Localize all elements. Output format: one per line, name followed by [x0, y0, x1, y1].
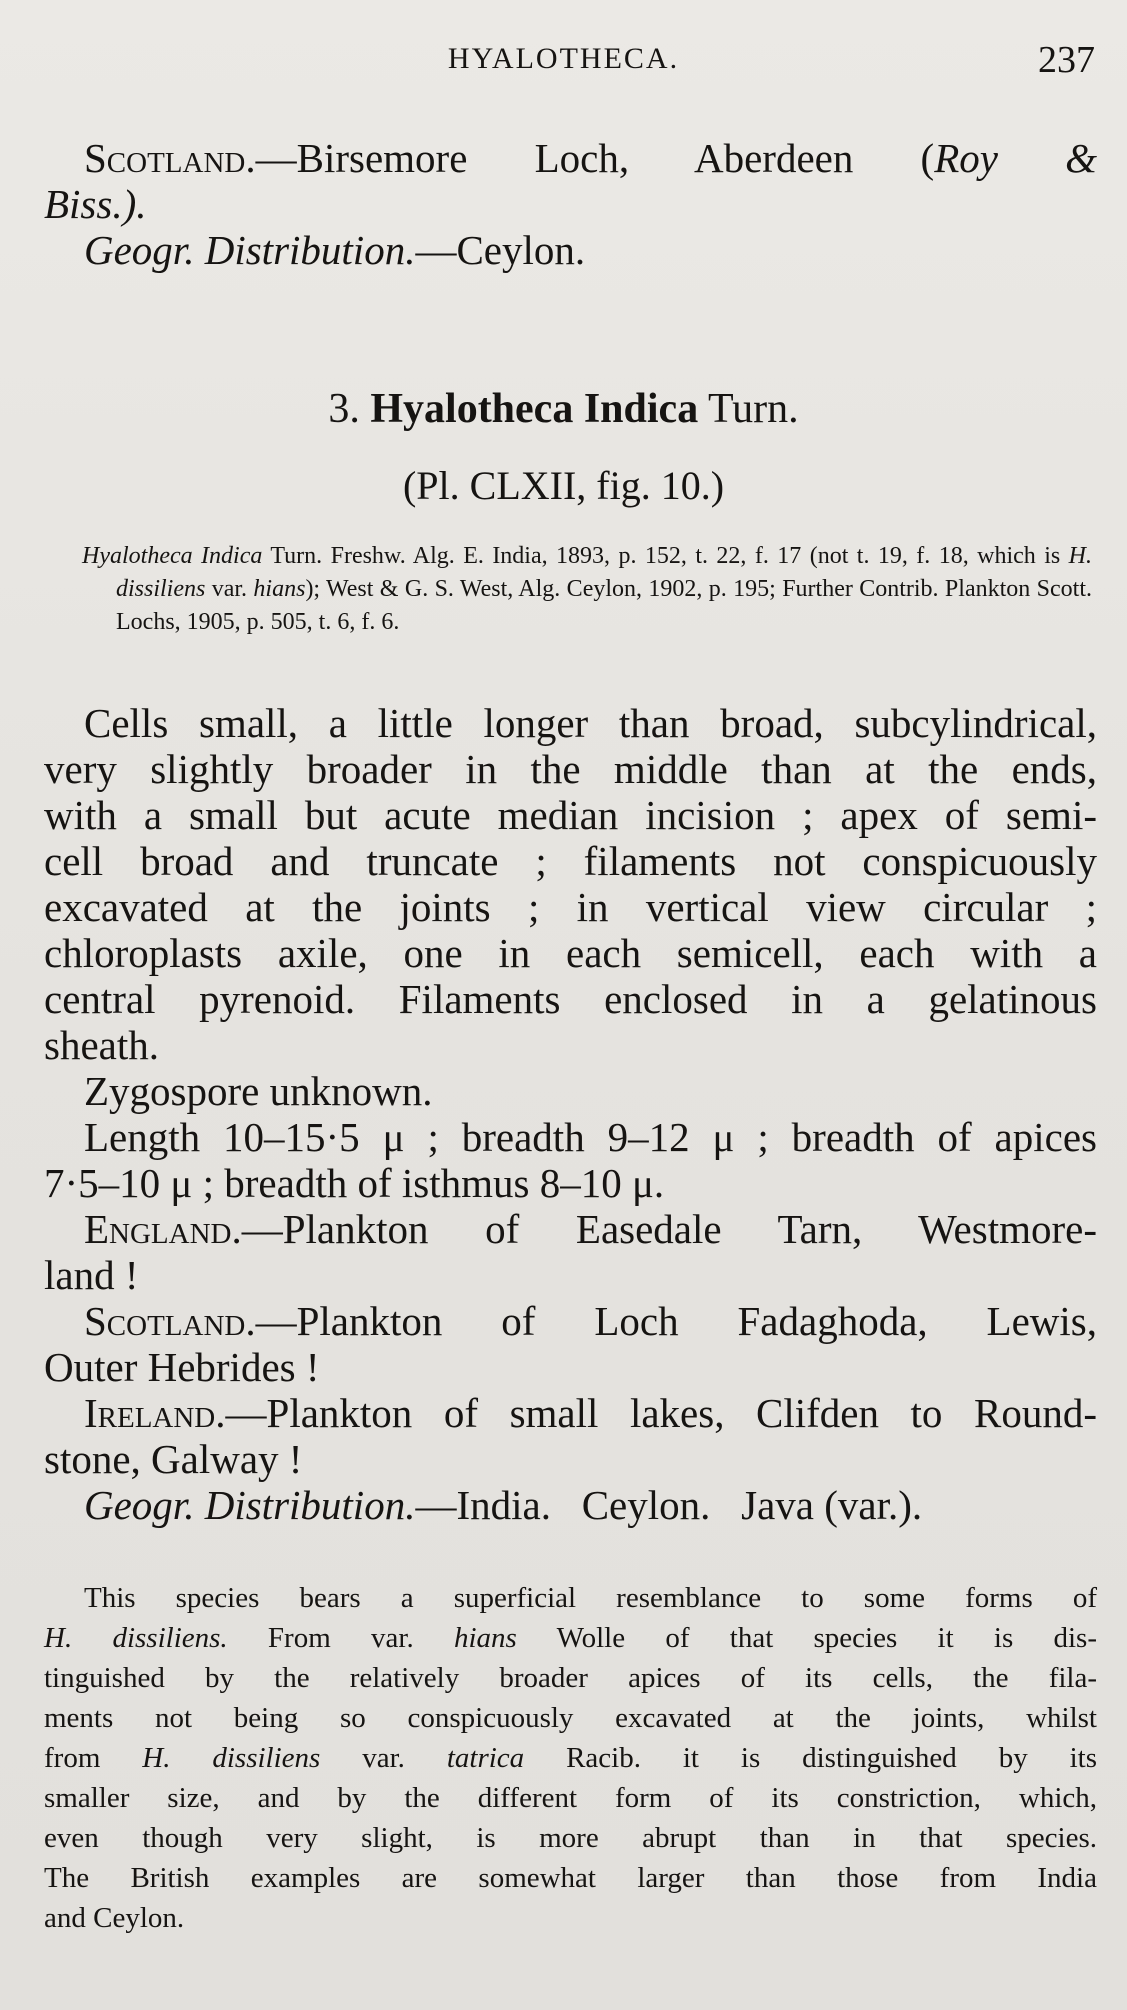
prev-authority-line — [44, 181, 1097, 227]
syn-name-2: H. dissiliens — [116, 543, 1093, 602]
syn-name: Hyalotheca Indica — [82, 543, 263, 569]
locality-text: —Birsemore Loch, Aberdeen ( — [255, 135, 935, 181]
ireland-line-2: stone, Galway ! — [44, 1436, 303, 1482]
locality-text: —Plankton of Easedale Tarn, Westmore- — [241, 1206, 1097, 1252]
remarks-text: Wolle of that species it is dis- — [516, 1622, 1098, 1654]
distribution-text: —Ceylon. — [415, 227, 586, 273]
remarks — [44, 1578, 1097, 1938]
species-author: Turn. — [707, 386, 799, 432]
desc-last-line: sheath. — [44, 1022, 159, 1068]
species-number: 3. — [328, 386, 360, 432]
running-head: HYALOTHECA. — [447, 42, 680, 75]
remarks-line — [44, 1738, 1097, 1778]
distribution-text: —India. Ceylon. Java (var.). — [415, 1482, 923, 1528]
region-label: Scotland. — [84, 1298, 256, 1344]
syn-text-1: Turn. Freshw. Alg. E. India, 1893, p. 152, t. 22, f. 17 (not t. 19, f. 18, which is — [262, 543, 1069, 569]
description — [44, 700, 1097, 1528]
desc-line: very slightly broader in the middle than at the ends, — [44, 746, 1097, 792]
page-header — [0, 39, 1127, 92]
prev-distribution-line — [44, 227, 1097, 273]
plate-reference: (Pl. CLXII, fig. 10.) — [402, 463, 725, 508]
region-label: Scotland. — [84, 135, 256, 181]
previous-entry — [44, 135, 1097, 273]
synonymy-text — [82, 540, 1092, 639]
desc-line: central pyrenoid. Filaments enclosed in a gelatinous — [44, 976, 1097, 1022]
syn-var: hians — [253, 576, 306, 602]
locality-text: —Plankton of small lakes, Clifden to Round- — [225, 1390, 1097, 1436]
remarks-line: tinguished by the relatively broader apices of its cells, the fila- — [44, 1662, 1097, 1694]
region-label: Ireland. — [84, 1390, 226, 1436]
england-line-1 — [44, 1206, 1097, 1252]
scotland-line-1 — [44, 1298, 1097, 1344]
desc-line: cell broad and truncate ; filaments not conspicuously — [44, 838, 1097, 884]
taxon-var: tatrica — [446, 1742, 525, 1774]
scotland-line-2: Outer Hebrides ! — [44, 1344, 320, 1390]
measurement-line-1: Length 10–15·5 μ ; breadth 9–12 μ ; breadth of apices — [84, 1114, 1097, 1160]
desc-line: Cells small, a little longer than broad, subcylindrical, — [84, 700, 1097, 746]
zygospore-line: Zygospore unknown. — [84, 1068, 433, 1114]
locality-text: —Plankton of Loch Fadaghoda, Lewis, — [255, 1298, 1097, 1344]
remarks-line — [44, 1618, 1097, 1658]
authority-cont: Biss.). — [44, 181, 147, 227]
taxon-var: hians — [453, 1622, 517, 1654]
authority: Roy & — [934, 135, 1098, 181]
remarks-line: This species bears a superficial resemblance to some forms of — [84, 1582, 1097, 1614]
remarks-text: from — [44, 1742, 143, 1774]
england-line-2: land ! — [44, 1252, 139, 1298]
remarks-line: and Ceylon. — [44, 1902, 185, 1934]
ireland-line-1 — [44, 1390, 1097, 1436]
taxon-name: H. dissiliens — [142, 1742, 321, 1774]
remarks-text: var. — [320, 1742, 447, 1774]
syn-text-3: ); West & G. S. West, Alg. Ceylon, 1902, p. 195; Further Contrib. Plankton Scott. Lochs, 1905, p. 505, t. 6, f. 6. — [116, 576, 1092, 635]
species-title — [0, 385, 1127, 433]
page-number: 237 — [1038, 39, 1095, 81]
measurement-line-2: 7·5–10 μ ; breadth of isthmus 8–10 μ. — [44, 1160, 665, 1206]
taxon-name: H. dissiliens. — [44, 1622, 228, 1654]
remarks-line: ments not being so conspicuously excavated at the joints, whilst — [44, 1702, 1097, 1734]
desc-line: excavated at the joints ; in vertical view circular ; — [44, 884, 1097, 930]
remarks-line: smaller size, and by the different form of its constriction, which, — [44, 1782, 1097, 1814]
remarks-text: Racib. it is distinguished by its — [524, 1742, 1098, 1774]
remarks-line: even though very slight, is more abrupt than in that species. — [44, 1822, 1097, 1854]
desc-line: with a small but acute median incision ; apex of semi- — [44, 792, 1097, 838]
remarks-text: From var. — [227, 1622, 454, 1654]
desc-line: chloroplasts axile, one in each semicell, each with a — [44, 930, 1097, 976]
distribution-line — [44, 1482, 1097, 1528]
species-name: Hyalotheca Indica — [370, 386, 699, 432]
prev-scotland-line — [44, 135, 1097, 181]
syn-text-2: var. — [205, 576, 254, 602]
distribution-label: Geogr. Distribution. — [84, 227, 416, 273]
region-label: England. — [84, 1206, 242, 1252]
remarks-line: The British examples are somewhat larger than those from India — [44, 1862, 1097, 1894]
synonymy — [82, 540, 1092, 639]
distribution-label: Geogr. Distribution. — [84, 1482, 416, 1528]
